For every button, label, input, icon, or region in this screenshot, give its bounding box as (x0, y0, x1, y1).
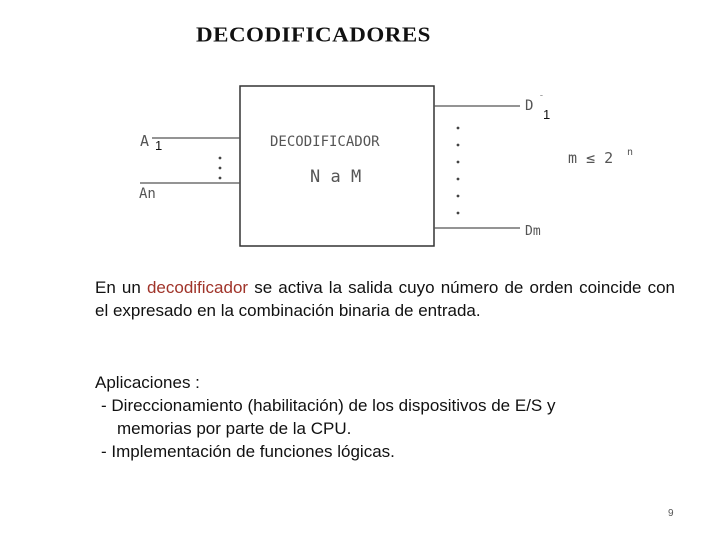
relation-label: m ≤ 2 (568, 149, 614, 167)
output-first-subscript: 1 (543, 107, 551, 122)
paragraph-highlight: decodificador (146, 278, 249, 297)
application-item-1-line1: - Direccionamiento (habilitación) de los dispositivos de E/S y (101, 396, 556, 415)
input-first-label: A (140, 132, 150, 150)
output-ellipsis-dots (457, 127, 460, 215)
output-first-label: D (525, 98, 534, 114)
output-last-label: Dm (525, 224, 541, 239)
paragraph-after: se activa la salida cuyo número de orden coincide con el expresado en la combinación binaria de entrada. (95, 278, 676, 320)
output-first-prime: ˉ (540, 93, 543, 103)
decoder-block-sublabel: N a M (310, 167, 362, 187)
application-item-1 (95, 394, 675, 440)
application-item-2: - Implementación de funciones lógicas. (101, 442, 395, 461)
decoder-block (240, 86, 434, 246)
slide-title: DECODIFICADORES (196, 23, 431, 47)
definition-paragraph (95, 276, 675, 322)
applications-section (95, 371, 675, 463)
applications-title: Aplicaciones : (95, 373, 200, 392)
relation-exponent: n (627, 147, 634, 158)
input-last-label: An (139, 186, 156, 202)
input-first-subscript: 1 (155, 138, 163, 153)
decoder-block-label: DECODIFICADOR (270, 134, 380, 150)
paragraph-before: En un (95, 278, 147, 297)
input-ellipsis-dots (219, 157, 222, 180)
application-item-1-line2: memorias por parte de la CPU. (117, 419, 352, 438)
page-number: 9 (668, 508, 674, 519)
